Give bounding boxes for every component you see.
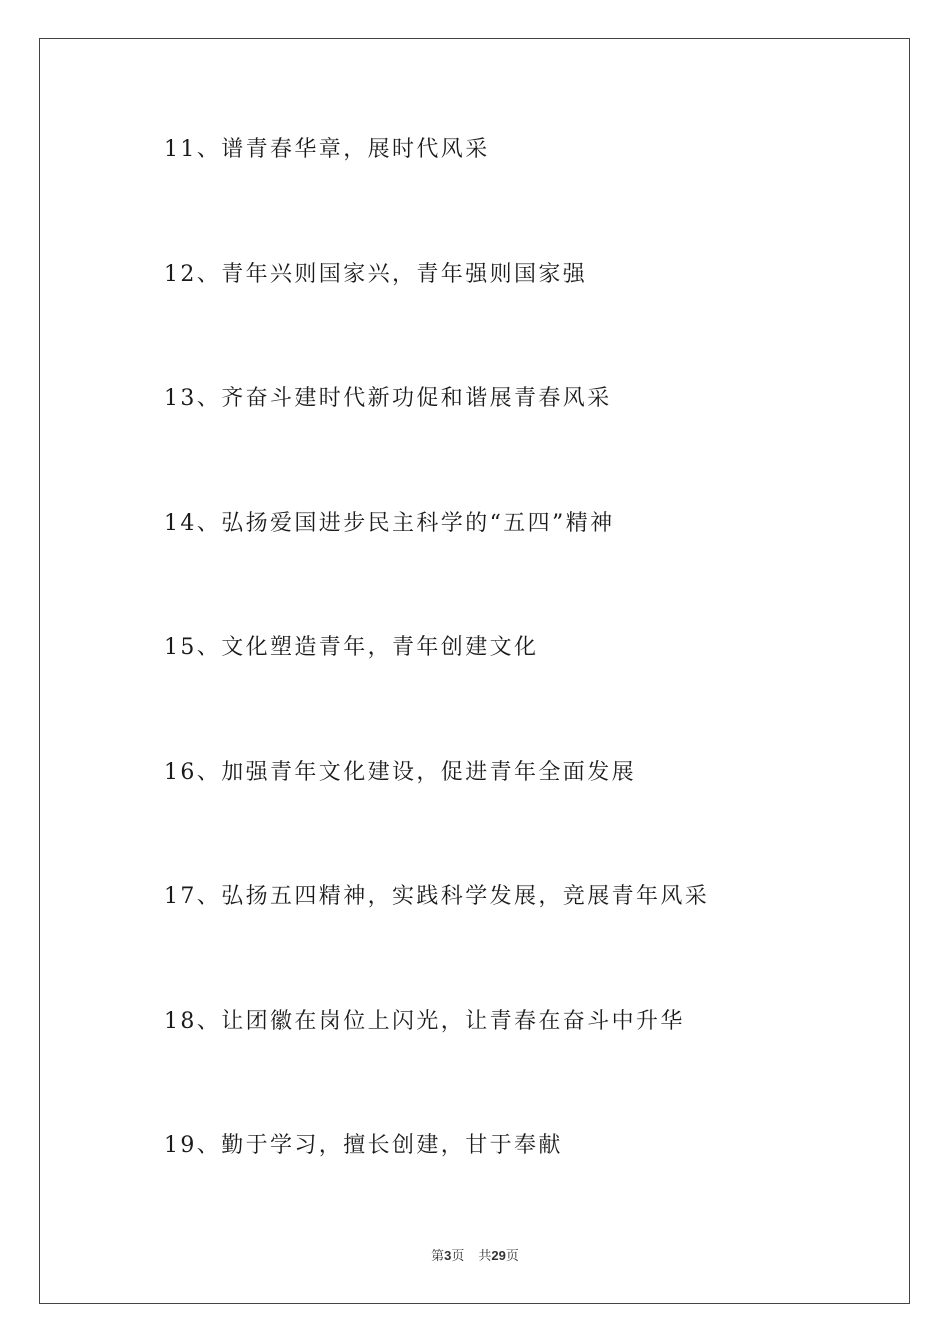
item-separator: 、	[196, 137, 222, 162]
item-separator: 、	[196, 759, 222, 785]
item-number: 18	[164, 1008, 197, 1034]
page-suffix: 页	[451, 1249, 465, 1264]
item-number: 15	[164, 635, 197, 660]
item-separator: 、	[196, 884, 222, 909]
item-text: 勤于学习，擅长创建，甘于奉献	[221, 1133, 563, 1158]
item-number: 11	[164, 137, 197, 162]
total-pages: 29	[491, 1248, 506, 1263]
page-footer	[0, 1246, 950, 1267]
item-number: 16	[164, 759, 197, 785]
item-text: 弘扬爱国进步民主科学的“五四”精神	[221, 510, 615, 536]
item-separator: 、	[196, 635, 222, 660]
item-separator: 、	[196, 510, 222, 536]
list-item	[164, 878, 709, 1003]
list-item	[164, 1127, 709, 1252]
list-item	[164, 131, 709, 256]
item-separator: 、	[196, 1133, 222, 1158]
list-item	[164, 629, 709, 754]
item-number: 14	[164, 510, 197, 536]
list-item	[164, 1003, 709, 1128]
item-separator: 、	[196, 386, 222, 411]
item-number: 19	[164, 1133, 197, 1158]
item-text: 弘扬五四精神，实践科学发展，竞展青年风采	[221, 884, 710, 909]
item-number: 13	[164, 386, 197, 411]
page-number: 3	[444, 1248, 452, 1263]
total-prefix: 共	[478, 1249, 492, 1264]
page-prefix: 第	[431, 1249, 445, 1264]
item-text: 加强青年文化建设，促进青年全面发展	[221, 759, 637, 785]
item-separator: 、	[196, 261, 222, 287]
item-text: 齐奋斗建时代新功促和谐展青春风采	[221, 386, 612, 411]
item-text: 青年兴则国家兴，青年强则国家强	[221, 261, 588, 287]
item-text: 文化塑造青年，青年创建文化	[221, 635, 539, 660]
item-text: 让团徽在岗位上闪光，让青春在奋斗中升华	[221, 1008, 685, 1034]
slogan-list	[164, 131, 709, 1252]
item-number: 12	[164, 261, 197, 287]
list-item	[164, 754, 709, 879]
total-suffix: 页	[505, 1249, 519, 1264]
list-item	[164, 505, 709, 630]
item-number: 17	[164, 884, 197, 909]
item-separator: 、	[196, 1008, 222, 1034]
list-item	[164, 256, 709, 381]
item-text: 谱青春华章，展时代风采	[221, 137, 490, 162]
list-item	[164, 380, 709, 505]
